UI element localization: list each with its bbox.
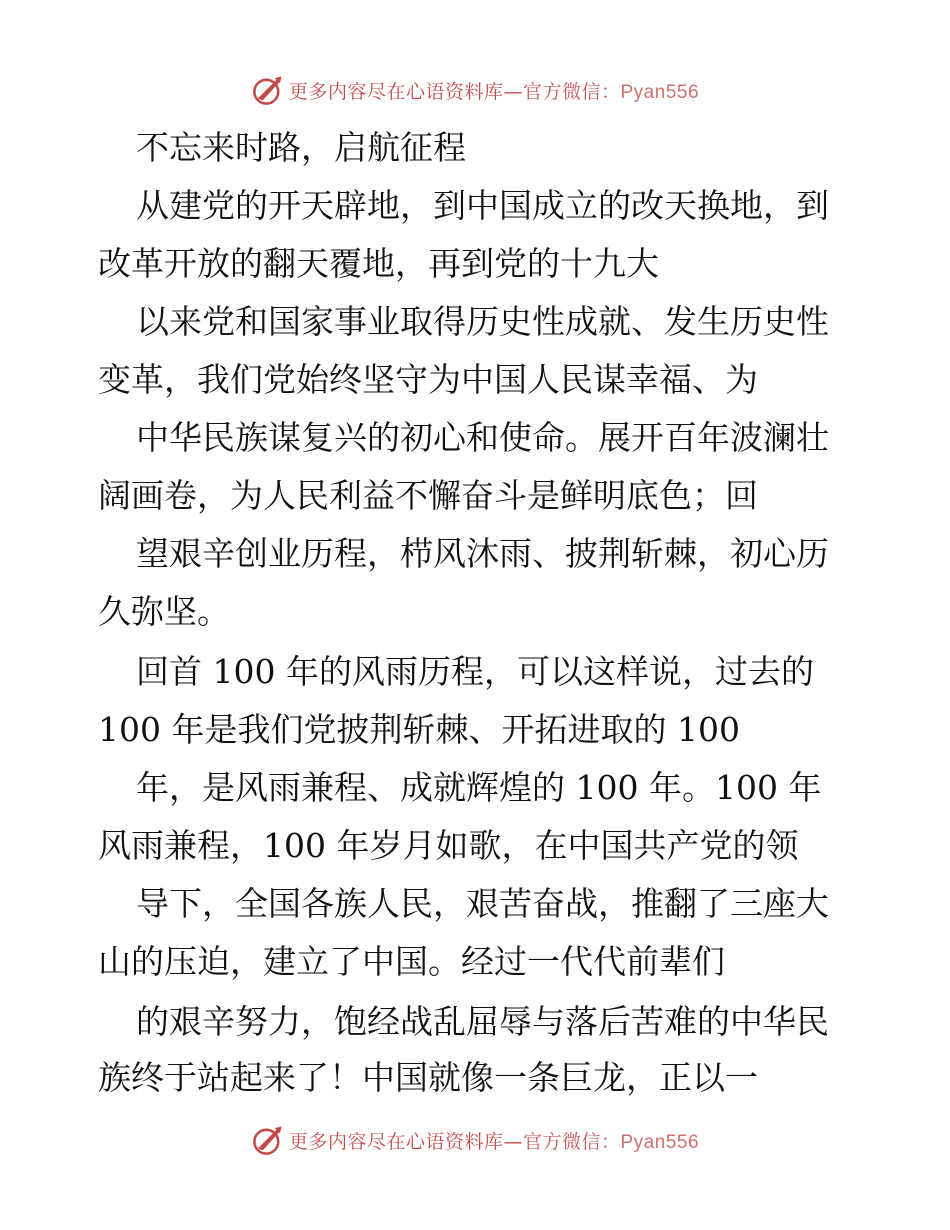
header-banner (0, 70, 950, 110)
text-line: 中华民族谋复兴的初心和使命。展开百年波澜壮 (136, 418, 829, 457)
footer-official-label: 官方微信： (522, 1130, 621, 1153)
footer-wechat-id: Pyan556 (620, 1131, 700, 1153)
quill-pen-seal-icon (251, 73, 285, 107)
text-line: 年，是风雨兼程、成就辉煌的 100 年。100 年 (136, 768, 822, 807)
footer-brand-text: 更多内容尽在心语资料库 (288, 1130, 504, 1153)
text-line: 不忘来时路，启航征程 (136, 128, 466, 167)
footer-banner-text (289, 1127, 699, 1154)
text-line: 阔画卷，为人民利益不懈奋斗是鲜明底色；回 (98, 476, 758, 515)
text-line: 改革开放的翻天覆地，再到党的十九大 (98, 244, 659, 283)
text-line: 变革，我们党始终坚守为中国人民谋幸福、为 (98, 360, 758, 399)
footer-dash: — (503, 1130, 523, 1153)
text-line: 导下，全国各族人民，艰苦奋战，推翻了三座大 (136, 884, 829, 923)
text-line: 久弥坚。 (98, 592, 230, 631)
quill-pen-seal-icon (251, 1123, 285, 1157)
header-wechat-id: Pyan556 (620, 81, 700, 103)
header-brand-text: 更多内容尽在心语资料库 (288, 80, 504, 103)
text-line: 族终于站起来了！中国就像一条巨龙，正以一 (98, 1058, 758, 1097)
header-banner-text (289, 77, 699, 104)
header-official-label: 官方微信： (522, 80, 621, 103)
text-line: 100 年是我们党披荆斩棘、开拓进取的 100 (98, 710, 740, 749)
text-line: 的艰辛努力，饱经战乱屈辱与落后苦难的中华民 (136, 1002, 829, 1041)
footer-banner (0, 1120, 950, 1160)
text-line: 以来党和国家事业取得历史性成就、发生历史性 (136, 302, 829, 341)
header-dash: — (503, 80, 523, 103)
text-line: 望艰辛创业历程，栉风沐雨、披荆斩棘，初心历 (136, 534, 829, 573)
text-line: 从建党的开天辟地，到中国成立的改天换地，到 (136, 186, 829, 225)
text-line: 回首 100 年的风雨历程，可以这样说，过去的 (136, 652, 814, 691)
text-line: 山的压迫，建立了中国。经过一代代前辈们 (98, 942, 725, 981)
text-line: 风雨兼程，100 年岁月如歌，在中国共产党的领 (98, 826, 799, 865)
